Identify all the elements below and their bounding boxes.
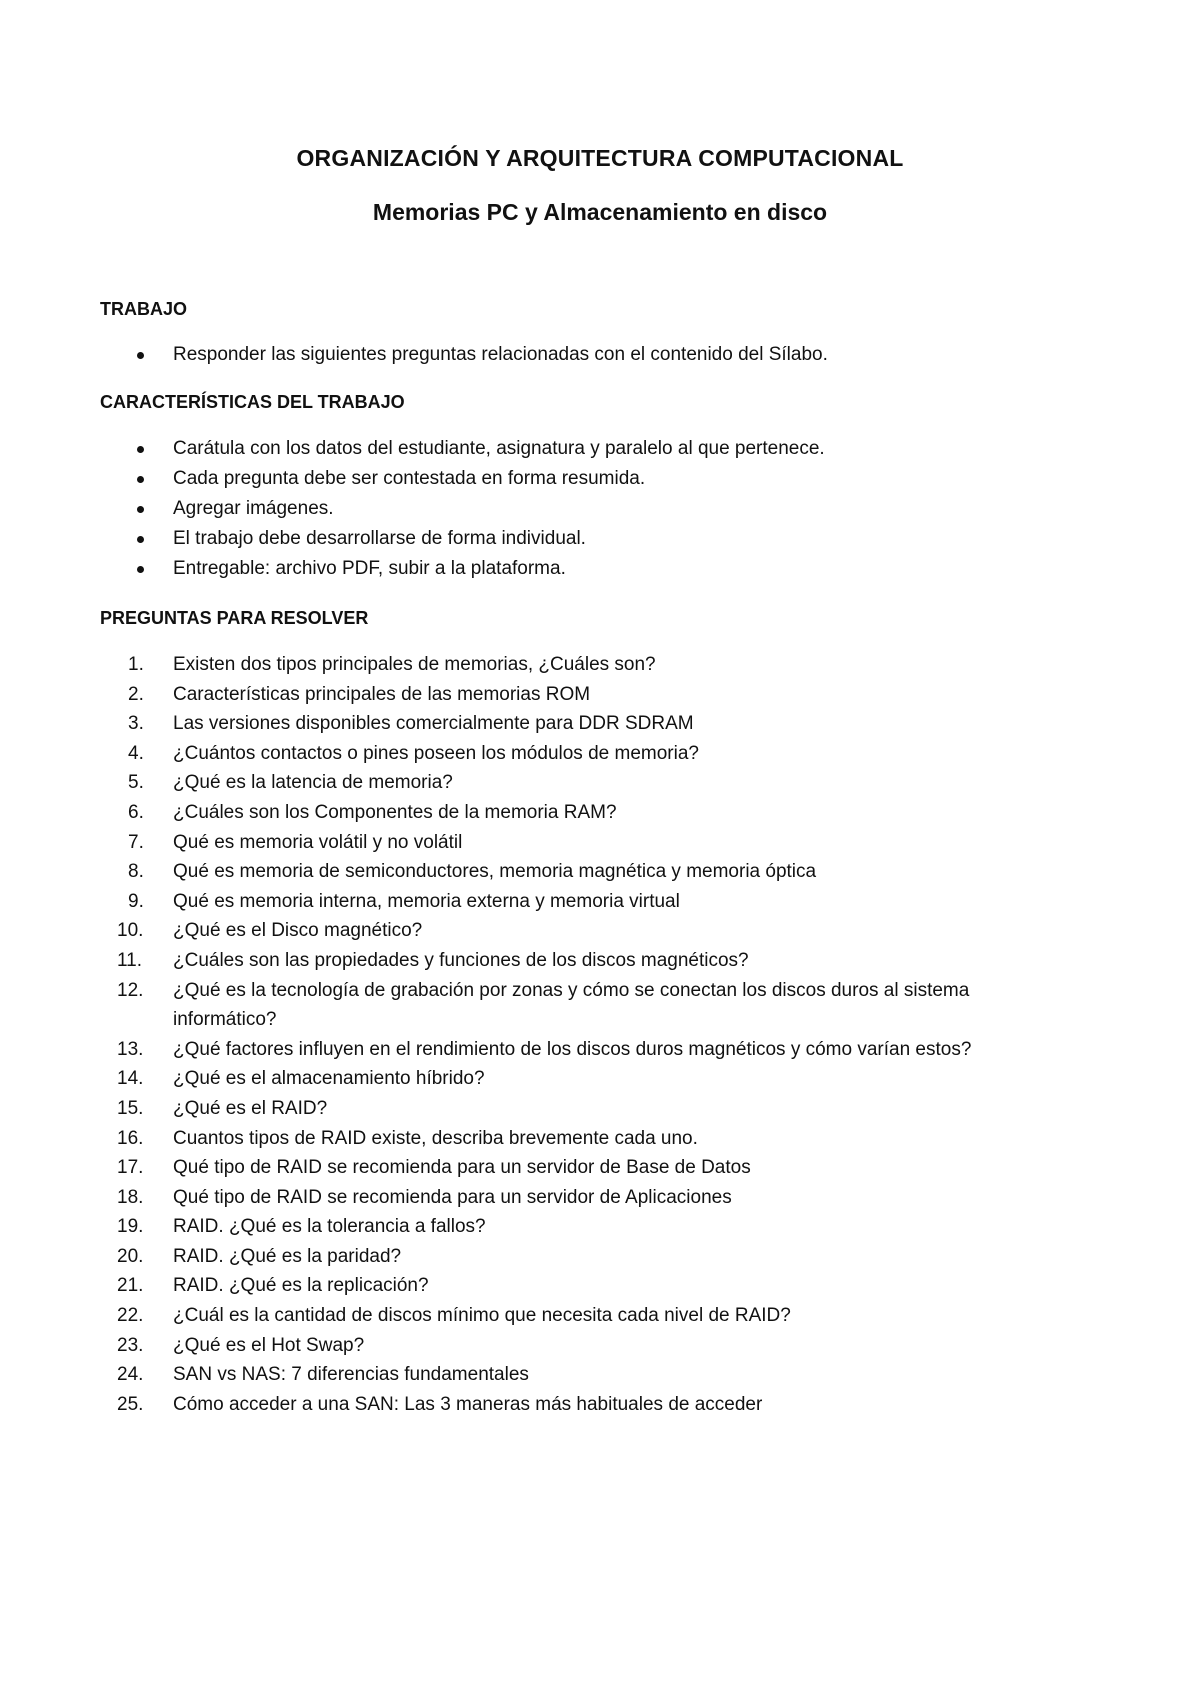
question-number: 17. — [117, 1157, 144, 1179]
question-text: ¿Qué es el RAID? — [173, 1097, 328, 1119]
bullet-icon — [137, 446, 144, 453]
question-text: Cuantos tipos de RAID existe, describa brevemente cada uno. — [173, 1127, 698, 1149]
question-text: ¿Cuál es la cantidad de discos mínimo que necesita cada nivel de RAID? — [173, 1305, 791, 1327]
question-text: SAN vs NAS: 7 diferencias fundamentales — [173, 1364, 529, 1386]
question-number: 3. — [128, 713, 144, 735]
question-item — [100, 1301, 1100, 1331]
question-text: ¿Cuáles son las propiedades y funciones de los discos magnéticos? — [173, 949, 749, 971]
bullet-icon — [137, 566, 144, 573]
list-item — [100, 434, 1100, 464]
question-text: ¿Cuáles son los Componentes de la memoria RAM? — [173, 801, 617, 823]
list-item — [100, 554, 1100, 584]
question-number: 21. — [117, 1275, 144, 1297]
question-text: ¿Qué factores influyen en el rendimiento de los discos duros magnéticos y cómo varían estos? — [173, 1038, 972, 1060]
question-item — [100, 1064, 1100, 1094]
question-text: ¿Qué es el Hot Swap? — [173, 1334, 365, 1356]
question-number: 20. — [117, 1245, 144, 1267]
question-item — [100, 1212, 1100, 1242]
document-title: ORGANIZACIÓN Y ARQUITECTURA COMPUTACIONAL — [296, 145, 904, 171]
section-heading-caracteristicas: CARACTERÍSTICAS DEL TRABAJO — [100, 392, 405, 412]
question-text: Cómo acceder a una SAN: Las 3 maneras más habituales de acceder — [173, 1393, 763, 1415]
question-text: Características principales de las memorias ROM — [173, 683, 591, 705]
list-item — [100, 494, 1100, 524]
question-text: Qué es memoria interna, memoria externa y memoria virtual — [173, 890, 680, 912]
question-item — [100, 1271, 1100, 1301]
question-text: RAID. ¿Qué es la tolerancia a fallos? — [173, 1216, 486, 1238]
question-number: 11. — [117, 949, 143, 971]
question-text: Qué tipo de RAID se recomienda para un servidor de Base de Datos — [173, 1157, 751, 1179]
question-number: 16. — [117, 1127, 144, 1149]
question-number: 15. — [117, 1097, 144, 1119]
document-subtitle: Memorias PC y Almacenamiento en disco — [372, 199, 828, 225]
list-item — [100, 524, 1100, 554]
bullet-icon — [137, 352, 144, 359]
question-item — [100, 857, 1100, 887]
bullet-icon — [137, 536, 144, 543]
list-item-text: Cada pregunta debe ser contestada en forma resumida. — [173, 468, 646, 489]
question-number: 18. — [117, 1186, 144, 1208]
question-item — [100, 1183, 1100, 1213]
question-number: 19. — [117, 1216, 144, 1238]
question-item — [100, 1331, 1100, 1361]
question-number: 5. — [128, 772, 144, 794]
question-text: Qué es memoria volátil y no volátil — [173, 831, 463, 853]
list-item-text: Responder las siguientes preguntas relacionadas con el contenido del Sílabo. — [173, 344, 828, 365]
bullet-icon — [137, 476, 144, 483]
question-number: 6. — [128, 801, 144, 823]
question-item — [100, 1153, 1100, 1183]
section-heading-preguntas: PREGUNTAS PARA RESOLVER — [100, 608, 369, 628]
question-item — [100, 768, 1100, 798]
question-text: Qué tipo de RAID se recomienda para un servidor de Aplicaciones — [173, 1186, 732, 1208]
question-number: 23. — [117, 1334, 144, 1356]
question-item — [100, 1035, 1100, 1065]
trabajo-list — [100, 340, 1100, 370]
question-text: ¿Cuántos contactos o pines poseen los módulos de memoria? — [173, 742, 699, 764]
question-text: Qué es memoria de semiconductores, memoria magnética y memoria óptica — [173, 861, 817, 883]
question-text: RAID. ¿Qué es la paridad? — [173, 1245, 402, 1267]
question-text: ¿Qué es la tecnología de grabación por zonas y cómo se conectan los discos duros al sistema informático? — [173, 979, 970, 1031]
caracteristicas-list — [100, 434, 1100, 584]
question-number: 14. — [117, 1068, 144, 1090]
question-item — [100, 709, 1100, 739]
question-text: Existen dos tipos principales de memorias, ¿Cuáles son? — [173, 654, 656, 675]
list-item — [100, 340, 1100, 370]
question-number: 13. — [117, 1038, 144, 1060]
question-item — [100, 650, 1100, 680]
question-number: 12. — [117, 979, 144, 1001]
question-number: 9. — [128, 890, 144, 912]
question-item — [100, 1360, 1100, 1390]
question-number: 7. — [128, 831, 144, 853]
question-item — [100, 1094, 1100, 1124]
list-item-text: Agregar imágenes. — [173, 498, 334, 519]
question-item — [100, 828, 1100, 858]
question-text: Las versiones disponibles comercialmente para DDR SDRAM — [173, 713, 694, 735]
question-text: ¿Qué es el Disco magnético? — [173, 920, 423, 942]
question-text: ¿Qué es el almacenamiento híbrido? — [173, 1068, 485, 1090]
question-number: 24. — [117, 1364, 144, 1386]
questions-list — [100, 650, 1100, 1419]
list-item-text: Entregable: archivo PDF, subir a la plataforma. — [173, 558, 566, 579]
question-item — [100, 887, 1100, 917]
question-number: 1. — [128, 654, 144, 675]
question-number: 8. — [128, 861, 144, 883]
question-item — [100, 946, 1100, 976]
list-item-text: El trabajo debe desarrollarse de forma individual. — [173, 528, 586, 549]
question-number: 2. — [128, 683, 144, 705]
question-number: 4. — [128, 742, 144, 764]
question-item — [100, 976, 1100, 1035]
question-text: RAID. ¿Qué es la replicación? — [173, 1275, 429, 1297]
question-item — [100, 739, 1100, 769]
question-number: 22. — [117, 1305, 144, 1327]
question-item — [100, 680, 1100, 710]
section-heading-trabajo: TRABAJO — [100, 299, 188, 319]
question-number: 25. — [117, 1393, 144, 1415]
list-item — [100, 464, 1100, 494]
question-text: ¿Qué es la latencia de memoria? — [173, 772, 453, 794]
question-item — [100, 916, 1100, 946]
list-item-text: Carátula con los datos del estudiante, asignatura y paralelo al que pertenece. — [173, 438, 825, 459]
question-item — [100, 798, 1100, 828]
question-item — [100, 1390, 1100, 1420]
bullet-icon — [137, 506, 144, 513]
question-item — [100, 1242, 1100, 1272]
question-number: 10. — [117, 920, 144, 942]
question-item — [100, 1124, 1100, 1154]
